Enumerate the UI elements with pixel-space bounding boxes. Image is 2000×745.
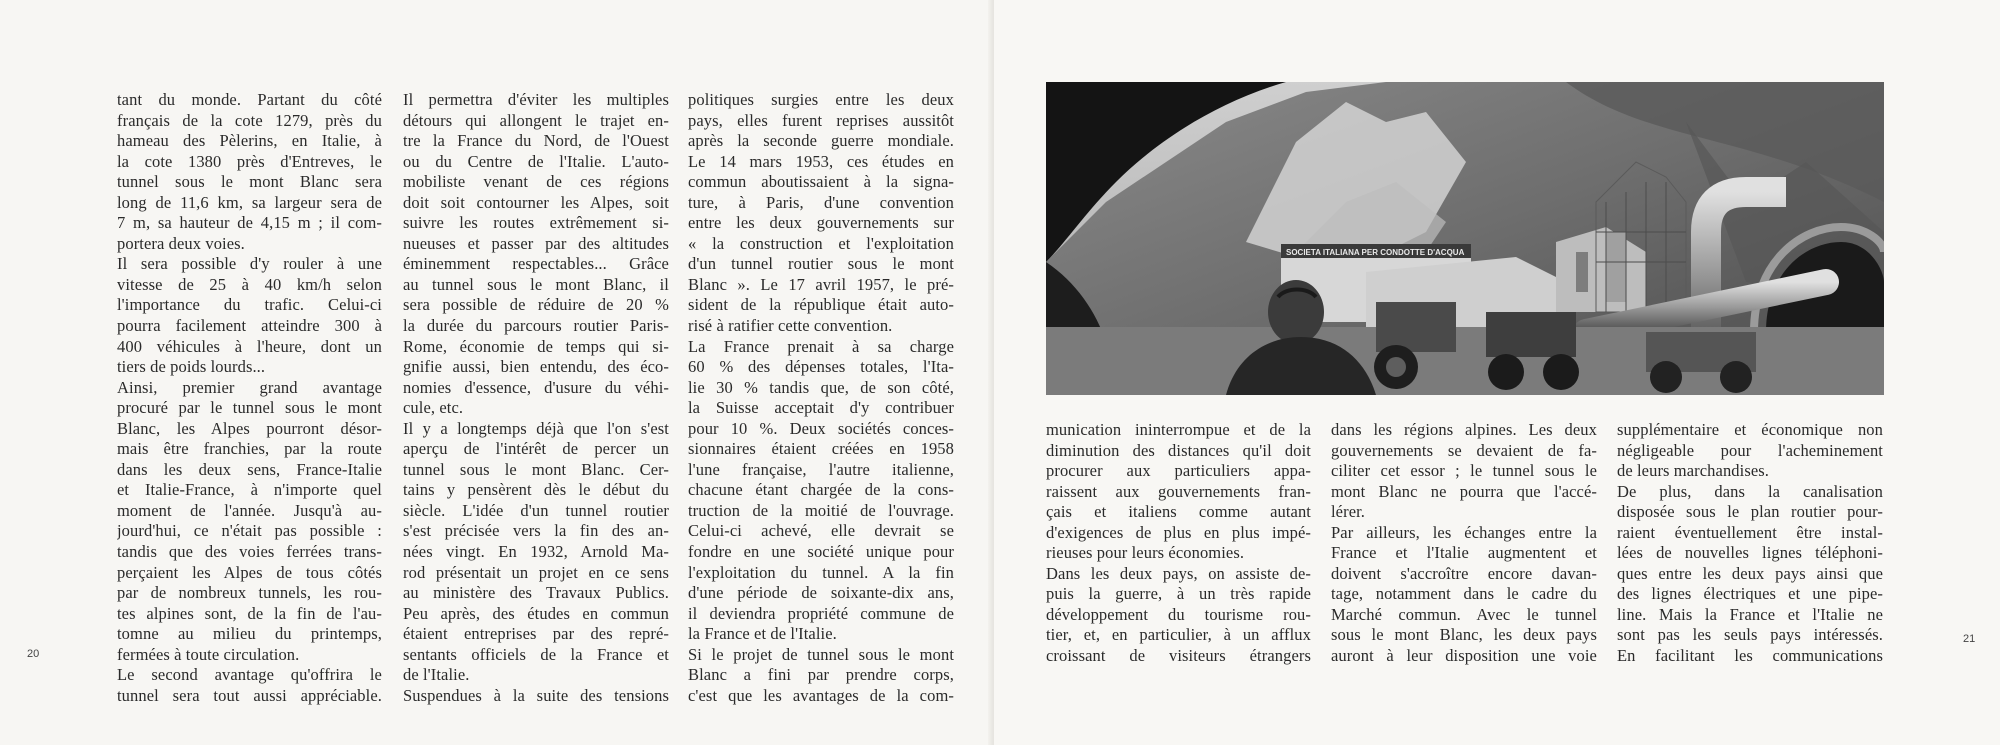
text-line: Le second avantage qu'offrira le	[117, 665, 382, 685]
text-line: Peu après, des études en commun	[403, 603, 669, 623]
text-line: il deviendra propriété commune de	[688, 603, 954, 623]
text-line: tes alpines sont, de la fin de l'au-	[117, 603, 382, 623]
left-page	[0, 0, 992, 745]
text-line: tunnel sous le mont Blanc. Cer-	[403, 459, 669, 479]
text-line: chacune étant chargée de la cons-	[688, 480, 954, 500]
page-number-right: 21	[1963, 633, 1976, 645]
text-line: pourra facilement atteindre 300 à	[117, 316, 382, 336]
text-line: jourd'hui, ce n'était pas possible :	[117, 521, 382, 541]
text-line: pour 10 %. Deux sociétés conces-	[688, 418, 954, 438]
text-line: tier, et, en particulier, à un afflux	[1046, 625, 1311, 645]
text-line: mais être franchies, par la route	[117, 439, 382, 459]
text-line: tant du monde. Partant du côté	[117, 90, 382, 109]
text-line: tunnel sera tout aussi appréciable.	[117, 685, 382, 705]
text-line: pays, elles furent reprises aussitôt	[688, 110, 954, 130]
text-line: sident de la république était auto-	[688, 295, 954, 315]
text-line: s'est précisée vers la fin des an-	[403, 521, 669, 541]
text-line: hameau des Pèlerins, en Italie, à	[117, 131, 382, 151]
text-line: France et l'Italie augmentent et	[1331, 543, 1597, 563]
text-line: détours qui allongent le trajet en-	[403, 110, 669, 130]
text-line: Celui-ci achevé, elle devrait se	[688, 521, 954, 541]
text-line: ou du Centre de l'Italie. L'auto-	[403, 151, 669, 171]
tunnel-construction-photo	[1046, 82, 1884, 395]
text-line: perçaient les Alpes de tous côtés	[117, 562, 382, 582]
text-line: lie 30 % tandis que, de son côté,	[688, 377, 954, 397]
text-line: line. Mais la France et l'Italie ne	[1617, 604, 1883, 624]
text-line: ques entre les deux pays ainsi que	[1617, 563, 1883, 583]
text-line: lérer.	[1331, 502, 1366, 522]
text-line: cule, etc.	[403, 398, 464, 418]
text-line: Il y a longtemps déjà que l'on s'est	[403, 418, 669, 438]
text-line: fondre en une société unique pour	[688, 542, 954, 562]
text-column-right-2	[1331, 420, 1597, 667]
text-line: nueuses et passer par des altitudes	[403, 233, 669, 253]
text-line: d'un tunnel routier sous le mont	[688, 254, 954, 274]
text-line: procurer aux particuliers appa-	[1046, 461, 1311, 481]
text-line: ture, à Paris, d'une convention	[688, 192, 954, 212]
text-line: des lignes électriques et une pipe-	[1617, 584, 1883, 604]
text-line: 60 % des dépenses totales, l'Ita-	[688, 357, 954, 377]
text-line: Blanc a fini par prendre corps,	[688, 665, 954, 685]
text-line: gnifie aussi, bien entendu, des éco-	[403, 357, 669, 377]
text-line: sont pas les seuls pays intéressés.	[1617, 625, 1883, 645]
text-line: tains y pensèrent dès le début du	[403, 480, 669, 500]
text-line: au ministère des Travaux Publics.	[403, 583, 669, 603]
text-line: Blanc ». Le 17 avril 1957, le pré-	[688, 274, 954, 294]
text-column-left-3	[688, 90, 954, 706]
text-line: raissent aux gouvernements fran-	[1046, 481, 1311, 501]
text-column-left-1	[117, 90, 382, 706]
text-line: sentants officiels de la France et	[403, 644, 669, 664]
text-line: sera possible de réduire de 20 %	[403, 295, 669, 315]
text-line: par de nombreux tunnels, les rou-	[117, 583, 382, 603]
text-line: politiques surgies entre les deux	[688, 90, 954, 109]
text-line: Suspendues à la suite des tensions	[403, 685, 669, 705]
text-line: l'une française, l'autre italienne,	[688, 459, 954, 479]
text-line: nées vingt. En 1932, Arnold Ma-	[403, 542, 669, 562]
text-line: portera deux voies.	[117, 233, 245, 253]
text-line: lées de nouvelles lignes téléphoni-	[1617, 543, 1883, 563]
text-line: et Italie-France, à n'importe quel	[117, 480, 382, 500]
text-line: tomne au milieu du printemps,	[117, 624, 382, 644]
text-line: Si le projet de tunnel sous le mont	[688, 644, 954, 664]
text-line: Dans les deux pays, on assiste de-	[1046, 563, 1311, 583]
text-line: truction de la moitié de l'ouvrage.	[688, 500, 954, 520]
text-line: puis la guerre, à un très rapide	[1046, 584, 1311, 604]
text-line: doit soit contourner les Alpes, soit	[403, 192, 669, 212]
text-line: entre les deux gouvernements sur	[688, 213, 954, 233]
text-line: étaient entreprises par des repré-	[403, 624, 669, 644]
text-line: croissant de visiteurs étrangers	[1046, 646, 1311, 666]
construction-photo	[1046, 82, 1884, 395]
text-line: 7 m, sa hauteur de 4,15 m ; il com-	[117, 213, 382, 233]
text-line: sous le mont Blanc, les deux pays	[1331, 625, 1597, 645]
text-line: dans les deux sens, France-Italie	[117, 459, 382, 479]
text-line: de l'Italie.	[403, 665, 470, 685]
text-line: 400 véhicules à l'heure, dont un	[117, 336, 382, 356]
text-line: disposée sous le plan routier pour-	[1617, 502, 1883, 522]
text-line: l'importance du trafic. Celui-ci	[117, 295, 382, 315]
text-line: aperçu de l'intérêt de percer un	[403, 439, 669, 459]
text-line: ciliter cet essor ; le tunnel sous le	[1331, 461, 1597, 481]
text-column-right-1	[1046, 420, 1311, 667]
text-line: dans les régions alpines. Les deux	[1331, 420, 1597, 439]
text-line: Marché commun. Avec le tunnel	[1331, 604, 1597, 624]
text-line: commun aboutissaient à la signa-	[688, 172, 954, 192]
text-line: « la construction et l'exploitation	[688, 233, 954, 253]
text-line: Le 14 mars 1953, ces études en	[688, 151, 954, 171]
page-number-left: 20	[27, 648, 40, 660]
text-line: Par ailleurs, les échanges entre la	[1331, 522, 1597, 542]
text-line: tunnel sous le mont Blanc sera	[117, 172, 382, 192]
text-line: rod présentait un projet en ce sens	[403, 562, 669, 582]
text-line: Il sera possible d'y rouler à une	[117, 254, 382, 274]
text-line: tre la France du Nord, de l'Ouest	[403, 131, 669, 151]
text-line: En facilitant les communications	[1617, 646, 1883, 666]
text-line: doivent s'accroître encore davan-	[1331, 563, 1597, 583]
text-line: La France prenait à sa charge	[688, 336, 954, 356]
text-line: siècle. L'idée d'un tunnel routier	[403, 500, 669, 520]
text-line: suivre les routes extrêmement si-	[403, 213, 669, 233]
text-line: mont Blanc ne pourra que l'accé-	[1331, 481, 1597, 501]
text-line: la durée du parcours routier Paris-	[403, 316, 669, 336]
text-line: Blanc, les Alpes pourront désor-	[117, 418, 382, 438]
text-line: d'exigences de plus en plus impé-	[1046, 522, 1311, 542]
text-line: auront à leur disposition une voie	[1331, 646, 1597, 666]
text-line: négligeable pour l'acheminement	[1617, 440, 1883, 460]
text-line: développement du tourisme rou-	[1046, 604, 1311, 624]
text-line: rieuses pour leurs économies.	[1046, 543, 1245, 563]
text-line: munication ininterrompue et de la	[1046, 420, 1311, 439]
text-line: mobiliste venant de ces régions	[403, 172, 669, 192]
text-line: risé à ratifier cette convention.	[688, 316, 893, 336]
text-line: c'est que les avantages de la com-	[688, 685, 954, 705]
text-line: tandis que des voies ferrées trans-	[117, 542, 382, 562]
text-line: Rome, économie de temps qui si-	[403, 336, 669, 356]
text-line: tage, notamment dans le cadre du	[1331, 584, 1597, 604]
text-line: de leurs marchandises.	[1617, 461, 1770, 481]
text-line: la Suisse acceptait d'y contribuer	[688, 398, 954, 418]
text-line: procuré par le tunnel sous le mont	[117, 398, 382, 418]
text-line: nomies d'essence, d'usure du véhi-	[403, 377, 669, 397]
text-line: vitesse de 25 à 40 km/h selon	[117, 274, 382, 294]
text-line: fermées à toute circulation.	[117, 644, 300, 664]
text-line: français de la cote 1279, près du	[117, 110, 382, 130]
text-line: la France et de l'Italie.	[688, 624, 837, 644]
text-line: sionnaires étaient créées en 1958	[688, 439, 954, 459]
text-column-right-3	[1617, 420, 1883, 667]
text-line: tiers de poids lourds...	[117, 357, 266, 377]
text-column-left-2	[403, 90, 669, 706]
text-line: l'exploitation du tunnel. A la fin	[688, 562, 954, 582]
text-line: éminemment respectables... Grâce	[403, 254, 669, 274]
text-line: De plus, dans la canalisation	[1617, 481, 1883, 501]
text-line: au tunnel sous le mont Blanc, il	[403, 274, 669, 294]
text-line: çais et italiens comme autant	[1046, 502, 1311, 522]
construction-sign: SOCIETA ITALIANA PER CONDOTTE D'ACQUA	[1286, 248, 1465, 257]
text-line: raient éventuellement être instal-	[1617, 522, 1883, 542]
text-line: moment de l'année. Jusqu'à au-	[117, 500, 382, 520]
text-line: Il permettra d'éviter les multiples	[403, 90, 669, 109]
text-line: après la seconde guerre mondiale.	[688, 131, 954, 151]
text-line: supplémentaire et économique non	[1617, 420, 1883, 439]
text-line: gouvernements se devaient de fa-	[1331, 440, 1597, 460]
text-line: Ainsi, premier grand avantage	[117, 377, 382, 397]
text-line: d'une période de soixante-dix ans,	[688, 583, 954, 603]
text-line: la cote 1380 près d'Entreves, le	[117, 151, 382, 171]
text-line: diminution des distances qu'il doit	[1046, 440, 1311, 460]
text-line: long de 11,6 km, sa largeur sera de	[117, 192, 382, 212]
